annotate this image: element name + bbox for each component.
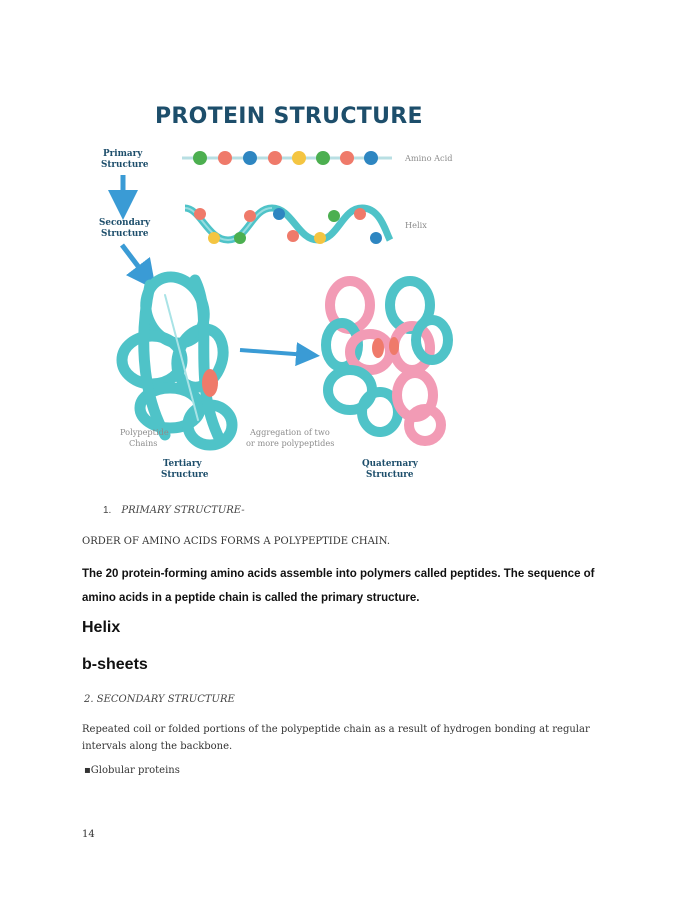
primary-structure-label-1: Primary (103, 149, 143, 159)
protein-structure-figure (80, 90, 480, 490)
aggregation-label-2: or more polypeptides (246, 438, 335, 448)
helix-ribbon (185, 208, 390, 244)
quaternary-structure-label-1: Quaternary (362, 459, 418, 469)
heading-helix: Helix (82, 619, 121, 636)
polypeptide-label-2: Chains (129, 438, 158, 448)
list-item-text: PRIMARY STRUCTURE- (121, 505, 245, 516)
primary-structure-label-2: Structure (101, 160, 149, 170)
list-item-number: 1. (103, 505, 112, 516)
bullet-globular-proteins: ▪Globular proteins (84, 765, 180, 776)
secondary-structure-label-1: Secondary (99, 218, 151, 228)
quaternary-structure-label-2: Structure (366, 470, 414, 480)
protein-structure-diagram (80, 90, 480, 490)
heading-b-sheets: b-sheets (82, 656, 148, 673)
peptide-paragraph: The 20 protein-forming amino acids assemble into polymers called peptides. The sequence of amino acids in a peptide chain is called the primary structure. (82, 568, 595, 604)
secondary-structure-paragraph: Repeated coil or folded portions of the polypeptide chain as a result of hydrogen bonding at regular intervals along the backbone. (82, 724, 590, 752)
amino-acid-chain (182, 151, 392, 165)
figure-title: PROTEIN STRUCTURE (155, 104, 423, 129)
helix-label: Helix (405, 220, 427, 230)
page-number: 14 (82, 829, 95, 840)
secondary-structure-label-2: Structure (101, 229, 149, 239)
quaternary-structure-complex (326, 281, 448, 441)
tertiary-structure-coil (122, 267, 232, 445)
list-item-primary-structure (103, 505, 245, 516)
amino-acid-label: Amino Acid (405, 153, 453, 163)
right-arrow-icon (240, 350, 308, 355)
secondary-structure-heading: 2. SECONDARY STRUCTURE (84, 694, 235, 705)
order-of-amino-acids-line: ORDER OF AMINO ACIDS FORMS A POLYPEPTIDE CHAIN. (82, 536, 391, 547)
diagonal-arrow-icon (122, 245, 147, 278)
tertiary-structure-label-2: Structure (161, 470, 209, 480)
tertiary-structure-label-1: Tertiary (163, 459, 202, 469)
polypeptide-label-1: Polypeptide (120, 427, 169, 437)
aggregation-label-1: Aggregation of two (250, 427, 330, 437)
